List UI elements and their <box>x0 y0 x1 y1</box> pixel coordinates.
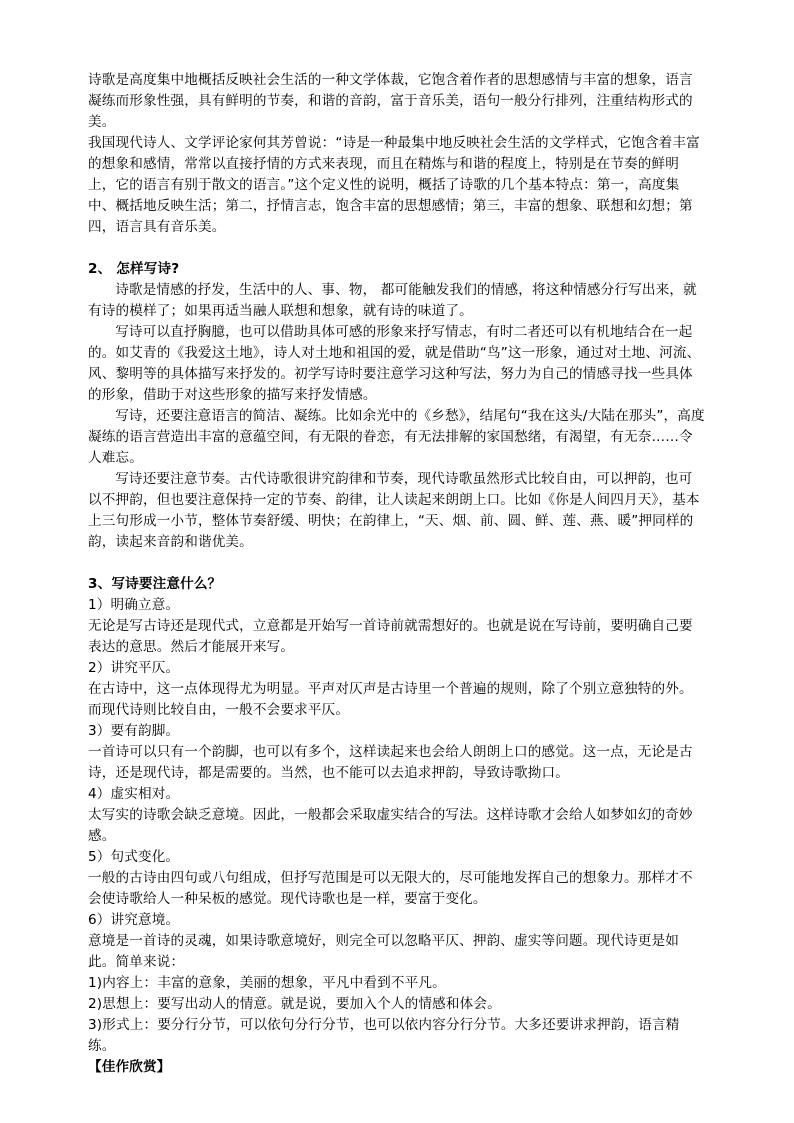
section-2-paragraph-1: 诗歌是情感的抒发，生活中的人、事、物， 都可能触发我们的情感，将这种情感分行写出来，就有诗的模样了；如果再适当融人联想和想象，就有诗的味道了。 <box>88 282 697 319</box>
section-2-heading: 2、 怎样写诗? <box>88 261 180 277</box>
item-title: 2）讲究平仄。 <box>88 660 180 676</box>
intro-paragraph-1: 诗歌是高度集中地概括反映社会生活的一种文学体裁，它饱含着作者的思想感情与丰富的想象，语言凝练而形象性强，具有鲜明的节奏，和谐的音韵，富于音乐美，语句一般分行排列，注重结构形式的美。 <box>88 72 693 130</box>
document-page <box>88 70 706 1078</box>
section-2-paragraph-3: 写诗，还要注意语言的简洁、凝练。比如余光中的《乡愁》，结尾句“我在这头/大陆在那头”，高度凝练的语言营造出丰富的意蕴空间，有无限的眷恋，有无法排解的家国愁绪，有渴望，有无奈……令人难忘。 <box>88 408 705 466</box>
point-item: 2)思想上：要写出动人的情意。就是说，要加入个人的情感和体会。 <box>88 996 501 1012</box>
item-title: 5）句式变化。 <box>88 849 180 865</box>
spacer <box>88 238 706 259</box>
item-body: 在古诗中，这一点体现得尤为明显。平声对仄声是古诗里一个普遍的规则，除了个别立意独特的外。而现代诗则比较自由，一般不会要求平仄。 <box>88 681 693 718</box>
item-title: 3）要有韵脚。 <box>88 723 180 739</box>
item-body: 意境是一首诗的灵魂，如果诗歌意境好，则完全可以忽略平仄、押韵、虚实等问题。现代诗更是如此。简单来说： <box>88 933 679 970</box>
item-body: 一般的古诗由四句或八句组成，但抒写范围是可以无限大的，尽可能地发挥自己的想象力。那样才不会使诗歌给人一种呆板的感觉。现代诗歌也是一样，要富于变化。 <box>88 870 693 907</box>
point-item: 3)形式上：要分行分节，可以依句分行分节，也可以依内容分行分节。大多还要讲求押韵，语言精练。 <box>88 1017 680 1054</box>
item-body: 无论是写古诗还是现代式，立意都是开始写一首诗前就需想好的。也就是说在写诗前，要明确自己要表达的意思。然后才能展开来写。 <box>88 618 693 655</box>
item-title: 4）虚实相对。 <box>88 786 180 802</box>
appreciation-heading: 【佳作欣赏】 <box>88 1059 171 1075</box>
intro-paragraph-2: 我国现代诗人、文学评论家何其芳曾说：“诗是一种最集中地反映社会生活的文学样式，它饱含着丰富的想象和感情，常常以直接抒情的方式来表现，而且在精炼与和谐的程度上，特别是在节奏的鲜明上，它的语言有别于散文的语言。”这个定义性的说明，概括了诗歌的几个基本特点：第一，高度集中、概括地反映生活；第二，抒情言志，饱含丰富的思想感情；第三，丰富的想象、联想和幻想；第四，语言具有音乐美。 <box>88 135 700 235</box>
item-title: 1）明确立意。 <box>88 597 180 613</box>
spacer <box>88 553 706 574</box>
item-body: 一首诗可以只有一个韵脚，也可以有多个，这样读起来也会给人朗朗上口的感觉。这一点，无论是古诗，还是现代诗，都是需要的。当然，也不能可以去追求押韵，导致诗歌拗口。 <box>88 744 693 781</box>
section-2-paragraph-2: 写诗可以直抒胸臆，也可以借助具体可感的形象来抒写情志，有时二者还可以有机地结合在一起的。如艾青的《我爱这土地》，诗人对土地和祖国的爱，就是借助“鸟”这一形象，通过对土地、河流、风、黎明等的具体描写来抒发的。初学写诗时要注意学习这种写法，努力为自己的情感寻找一些具体的形象，借助于对这些形象的描写来抒发情感。 <box>88 324 701 403</box>
item-title: 6）讲究意境。 <box>88 912 180 928</box>
item-body: 太写实的诗歌会缺乏意境。因此，一般都会采取虚实结合的写法。这样诗歌才会给人如梦如幻的奇妙感。 <box>88 807 693 844</box>
point-item: 1)内容上：丰富的意象，美丽的想象，平凡中看到不平凡。 <box>88 975 446 991</box>
section-2-paragraph-4: 写诗还要注意节奏。古代诗歌很讲究韵律和节奏，现代诗歌虽然形式比较自由，可以押韵，也可以不押韵，但也要注意保持一定的节奏、韵律，让人读起来朗朗上口。比如《你是人间四月天》，基本上三句形成一小节，整体节奏舒缓、明快；在韵律上，“天、烟、前、圆、鲜、莲、燕、暖”押同样的韵，读起来音韵和谐优美。 <box>88 471 700 550</box>
section-3-heading: 3、写诗要注意什么？ <box>88 576 222 592</box>
